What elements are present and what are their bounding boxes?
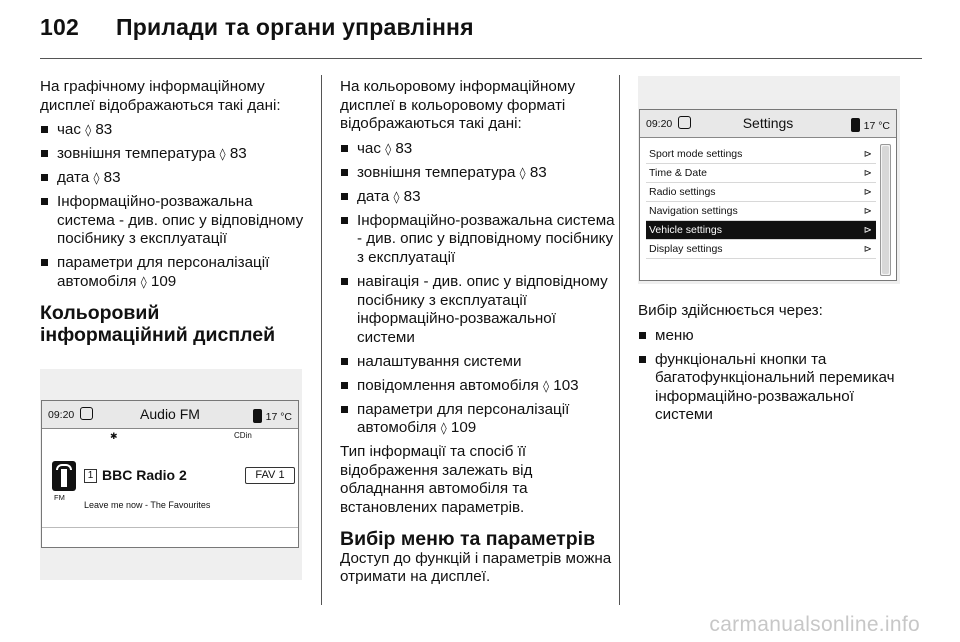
chevron-right-icon: ⊳ [863, 149, 872, 160]
settings-temp: 17 °C [863, 120, 890, 132]
col3-list [638, 327, 908, 425]
list-item [40, 145, 310, 164]
column-3 [638, 302, 908, 430]
list-item [638, 327, 908, 346]
page-ref-link[interactable]: 83 [395, 139, 413, 157]
list-item [340, 188, 615, 207]
page-ref-icon: ◊ [393, 189, 400, 204]
settings-scrollbar[interactable] [880, 144, 891, 276]
audio-display-photo [40, 369, 302, 580]
col1-intro: На графічному інформаційному дисплеї відображаються такі дані: [40, 78, 281, 114]
page-ref-link[interactable]: 83 [229, 145, 247, 163]
list-item-text: налаштування системи [357, 352, 522, 370]
audio-title: Audio FM [140, 406, 200, 422]
audio-temp-wrap [253, 409, 292, 423]
settings-title: Settings [742, 115, 794, 131]
column-divider-1 [321, 75, 322, 605]
list-item-text: дата [357, 187, 390, 205]
list-item [340, 212, 615, 268]
page-ref-icon: ◊ [85, 123, 92, 138]
list-item [40, 193, 310, 249]
list-item-text: зовнішня температура [57, 145, 216, 163]
radio-text: Leave me now - The Favourites [84, 500, 211, 510]
list-item-text: Інформаційно-розважальна система - див. опис у відповідному посібнику з експлуатації [357, 211, 615, 266]
list-item-text: повідомлення автомобіля [357, 376, 539, 394]
settings-menu-item[interactable] [646, 221, 876, 240]
col2-heading-text: Доступ до функцій і параметрів можна отримати на дисплеї. [340, 549, 612, 586]
col2-heading: Вибір меню та параметрів [340, 527, 596, 550]
list-item-text: параметри для персоналізації автомобіля [57, 254, 270, 290]
settings-temp-wrap [851, 118, 890, 132]
list-item [40, 169, 310, 188]
col2-paragraph: Тип інформації та спосіб її відображення залежать від обладнання автомобіля та встановлених параметрів. [340, 443, 533, 516]
settings-menu-label: Navigation settings [649, 205, 738, 217]
list-item-text: навігація - див. опис у відповідному посібнику з експлуатації інформаційно-розважальної системи [357, 272, 608, 346]
settings-time: 09:20 [646, 118, 673, 130]
page-ref-link[interactable]: 83 [95, 121, 113, 139]
settings-menu-label: Time & Date [649, 167, 707, 179]
phone-icon [851, 118, 860, 132]
page-ref-link[interactable]: 83 [103, 169, 121, 187]
settings-menu-label: Radio settings [649, 186, 716, 198]
settings-display-header [640, 110, 896, 138]
settings-display [639, 109, 897, 281]
list-item [340, 353, 615, 372]
settings-menu-label: Vehicle settings [649, 224, 722, 236]
list-item [638, 351, 908, 425]
header-divider [40, 58, 922, 59]
page-ref-icon: ◊ [140, 274, 147, 289]
settings-menu-item[interactable] [646, 164, 876, 183]
chevron-right-icon: ⊳ [863, 187, 872, 198]
cdin-label: CDin [234, 431, 252, 440]
page-ref-icon: ◊ [93, 171, 100, 186]
list-item-text: меню [655, 326, 694, 344]
column-1 [40, 78, 310, 346]
audio-display-header [42, 401, 298, 429]
col2-intro: На кольоровому інформаційному дисплеї в кольоровому форматі відображаються такі дані: [340, 78, 576, 133]
page-title: Прилади та органи управління [116, 14, 474, 40]
col2-list [340, 140, 615, 438]
col1-heading: Кольоровий інформаційний дисплей [40, 301, 276, 346]
bluetooth-icon: ✱ [110, 431, 118, 441]
page-header [40, 14, 474, 41]
preset-number: 1 [84, 469, 97, 483]
page-ref-link[interactable]: 83 [403, 187, 421, 205]
list-item [340, 273, 615, 347]
page-ref-link[interactable]: 83 [529, 163, 547, 181]
list-item-text: дата [57, 169, 90, 187]
column-2 [340, 78, 615, 587]
list-item-text: час [57, 121, 81, 139]
audio-time: 09:20 [48, 409, 75, 421]
settings-menu-label: Display settings [649, 243, 723, 255]
station-name: BBC Radio 2 [102, 467, 187, 483]
chevron-right-icon: ⊳ [863, 206, 872, 217]
fav-button[interactable]: FAV 1 [245, 467, 295, 484]
page-ref-link[interactable]: 109 [450, 419, 477, 437]
settings-menu-item[interactable] [646, 240, 876, 259]
page-ref-link[interactable]: 103 [553, 376, 579, 394]
settings-menu-item[interactable] [646, 202, 876, 221]
audio-bottom-line [42, 527, 298, 528]
col3-intro: Вибір здійснюється через: [638, 302, 823, 319]
settings-menu-item[interactable] [646, 183, 876, 202]
list-item-text: функціональні кнопки та багатофункціональний перемикач інформаційно-розважальної системи [655, 350, 895, 424]
list-item-text: час [357, 139, 381, 157]
page-number: 102 [40, 14, 79, 40]
chevron-right-icon: ⊳ [863, 225, 872, 236]
settings-display-photo [638, 76, 900, 284]
settings-menu-item[interactable] [646, 145, 876, 164]
chevron-right-icon: ⊳ [863, 168, 872, 179]
audio-temp: 17 °C [265, 411, 292, 423]
phone-icon [253, 409, 262, 423]
page-ref-icon: ◊ [385, 141, 392, 156]
list-item-text: зовнішня температура [357, 163, 516, 181]
list-item [340, 164, 615, 183]
band-label: FM [54, 493, 65, 502]
scrollbar-thumb[interactable] [882, 146, 889, 274]
list-item [340, 401, 615, 438]
list-item-text: параметри для персоналізації автомобіля [357, 400, 570, 437]
column-divider-2 [619, 75, 620, 605]
page-ref-icon: ◊ [543, 378, 550, 393]
page-ref-icon: ◊ [440, 421, 447, 436]
list-item [40, 254, 310, 291]
audio-display [41, 400, 299, 548]
radio-tower-icon [52, 461, 76, 491]
list-item [340, 377, 615, 396]
settings-menu-label: Sport mode settings [649, 148, 743, 160]
list-item-text: Інформаційно-розважальна система - див. опис у відповідному посібнику з експлуатації [57, 193, 304, 248]
list-item [340, 140, 615, 159]
col1-list [40, 121, 310, 291]
list-item [40, 121, 310, 140]
page-ref-icon: ◊ [519, 165, 526, 180]
page-ref-icon: ◊ [219, 147, 226, 162]
page-ref-link[interactable]: 109 [150, 272, 177, 290]
chevron-right-icon: ⊳ [863, 244, 872, 255]
watermark: carmanualsonline.info [709, 613, 920, 636]
